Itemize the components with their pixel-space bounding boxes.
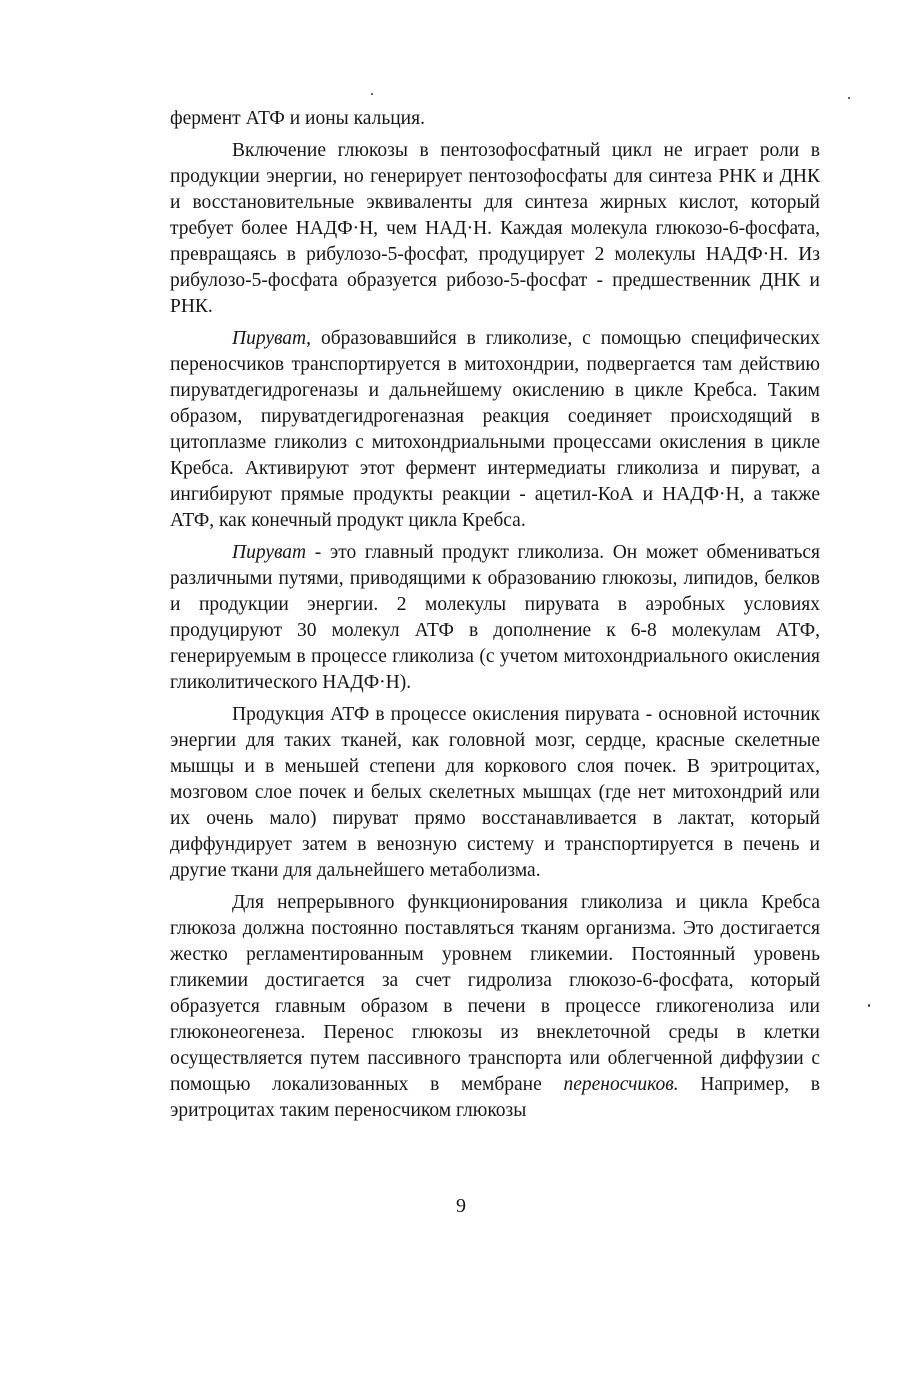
paragraph-2: Включение глюкозы в пентозофосфатный цикл не играет роли в продукции энергии, но генерирует пентозофосфаты для синтеза РНК и ДНК и восстановительные эквиваленты для синтеза жирных кислот, который требует более НАДФ·Н, чем НАД·Н. Каждая молекула глюкозо-6-фосфата, превращаясь в рибулозо-5-фосфат, продуцирует 2 молекулы НАДФ·Н. Из рибулозо-5-фосфата образуется рибозо-5-фосфат - предшественник ДНК и РНК. bbox=[170, 140, 820, 317]
paragraph-3 bbox=[170, 326, 820, 534]
paragraph-3-text: , образовавшийся в гликолизе, с помощью специфических переносчиков транспортируется в митохондрии, подвергается там действию пируватдегидрогеназы и дальнейшему окислению в цикле Кребса. Таким образом, пируватдегидрогеназная реакция соединяет происходящий в цитоплазме гликолиз с митохондриальными процессами окисления в цикле Кребса. Активируют этот фермент интермедиаты гликолиза и пируват, а ингибируют прямые продукты реакции - ацетил-КоА и НАДФ·Н, а также АТФ, как конечный продукт цикла Кребса. bbox=[170, 328, 820, 531]
page-number: 9 bbox=[456, 1195, 466, 1217]
page-text bbox=[170, 106, 820, 1130]
paragraph-4-text: - это главный продукт гликолиза. Он может обмениваться различными путями, приводящими к образованию глюкозы, липидов, белков и продукции энергии. 2 молекулы пирувата в аэробных условиях продуцируют 30 молекул АТФ в дополнение к 6-8 молекулам АТФ, генерируемым в процессе гликолиза (с учетом митохондриального окисления гликолитического НАДФ·Н). bbox=[170, 542, 820, 693]
scan-speck bbox=[848, 97, 850, 99]
paragraph-1: фермент АТФ и ионы кальция. bbox=[170, 108, 425, 129]
paragraph-5: Продукция АТФ в процессе окисления пирувата - основной источник энергии для таких тканей, как головной мозг, сердце, красные скелетные мышцы и в меньшей степени для коркового слоя почек. В эритроцитах, мозговом слое почек и белых скелетных мышцах (где нет митохондрий или их очень мало) пируват прямо восстанавливается в лактат, который диффундирует затем в венозную систему и транспортируется в печень и другие ткани для дальнейшего метаболизма. bbox=[170, 704, 820, 881]
paragraph-6-text-end: Например, в эритроцитах таким переносчиком глюкозы bbox=[170, 1074, 820, 1121]
paragraph-4 bbox=[170, 540, 820, 696]
italic-term: переносчиков. bbox=[563, 1074, 679, 1095]
scan-speck bbox=[371, 93, 373, 95]
paragraph-6 bbox=[170, 890, 820, 1124]
scan-speck bbox=[868, 1004, 870, 1007]
paragraph-6-text-start: Для непрерывного функционирования гликолиза и цикла Кребса глюкоза должна постоянно поставляться тканям организма. Это достигается жестко регламентированным уровнем гликемии. Постоянный уровень гликемии достигается за счет гидролиза глюкозо-6-фосфата, который образуется главным образом в печени в процессе гликогенолиза или глюконеогенеза. Перенос глюкозы из внеклеточной среды в клетки осуществляется путем пассивного транспорта или облегченной диффузии с помощью локализованных в мембране bbox=[170, 892, 820, 1095]
italic-term: Пируват bbox=[232, 542, 307, 563]
italic-term: Пируват bbox=[232, 328, 307, 349]
